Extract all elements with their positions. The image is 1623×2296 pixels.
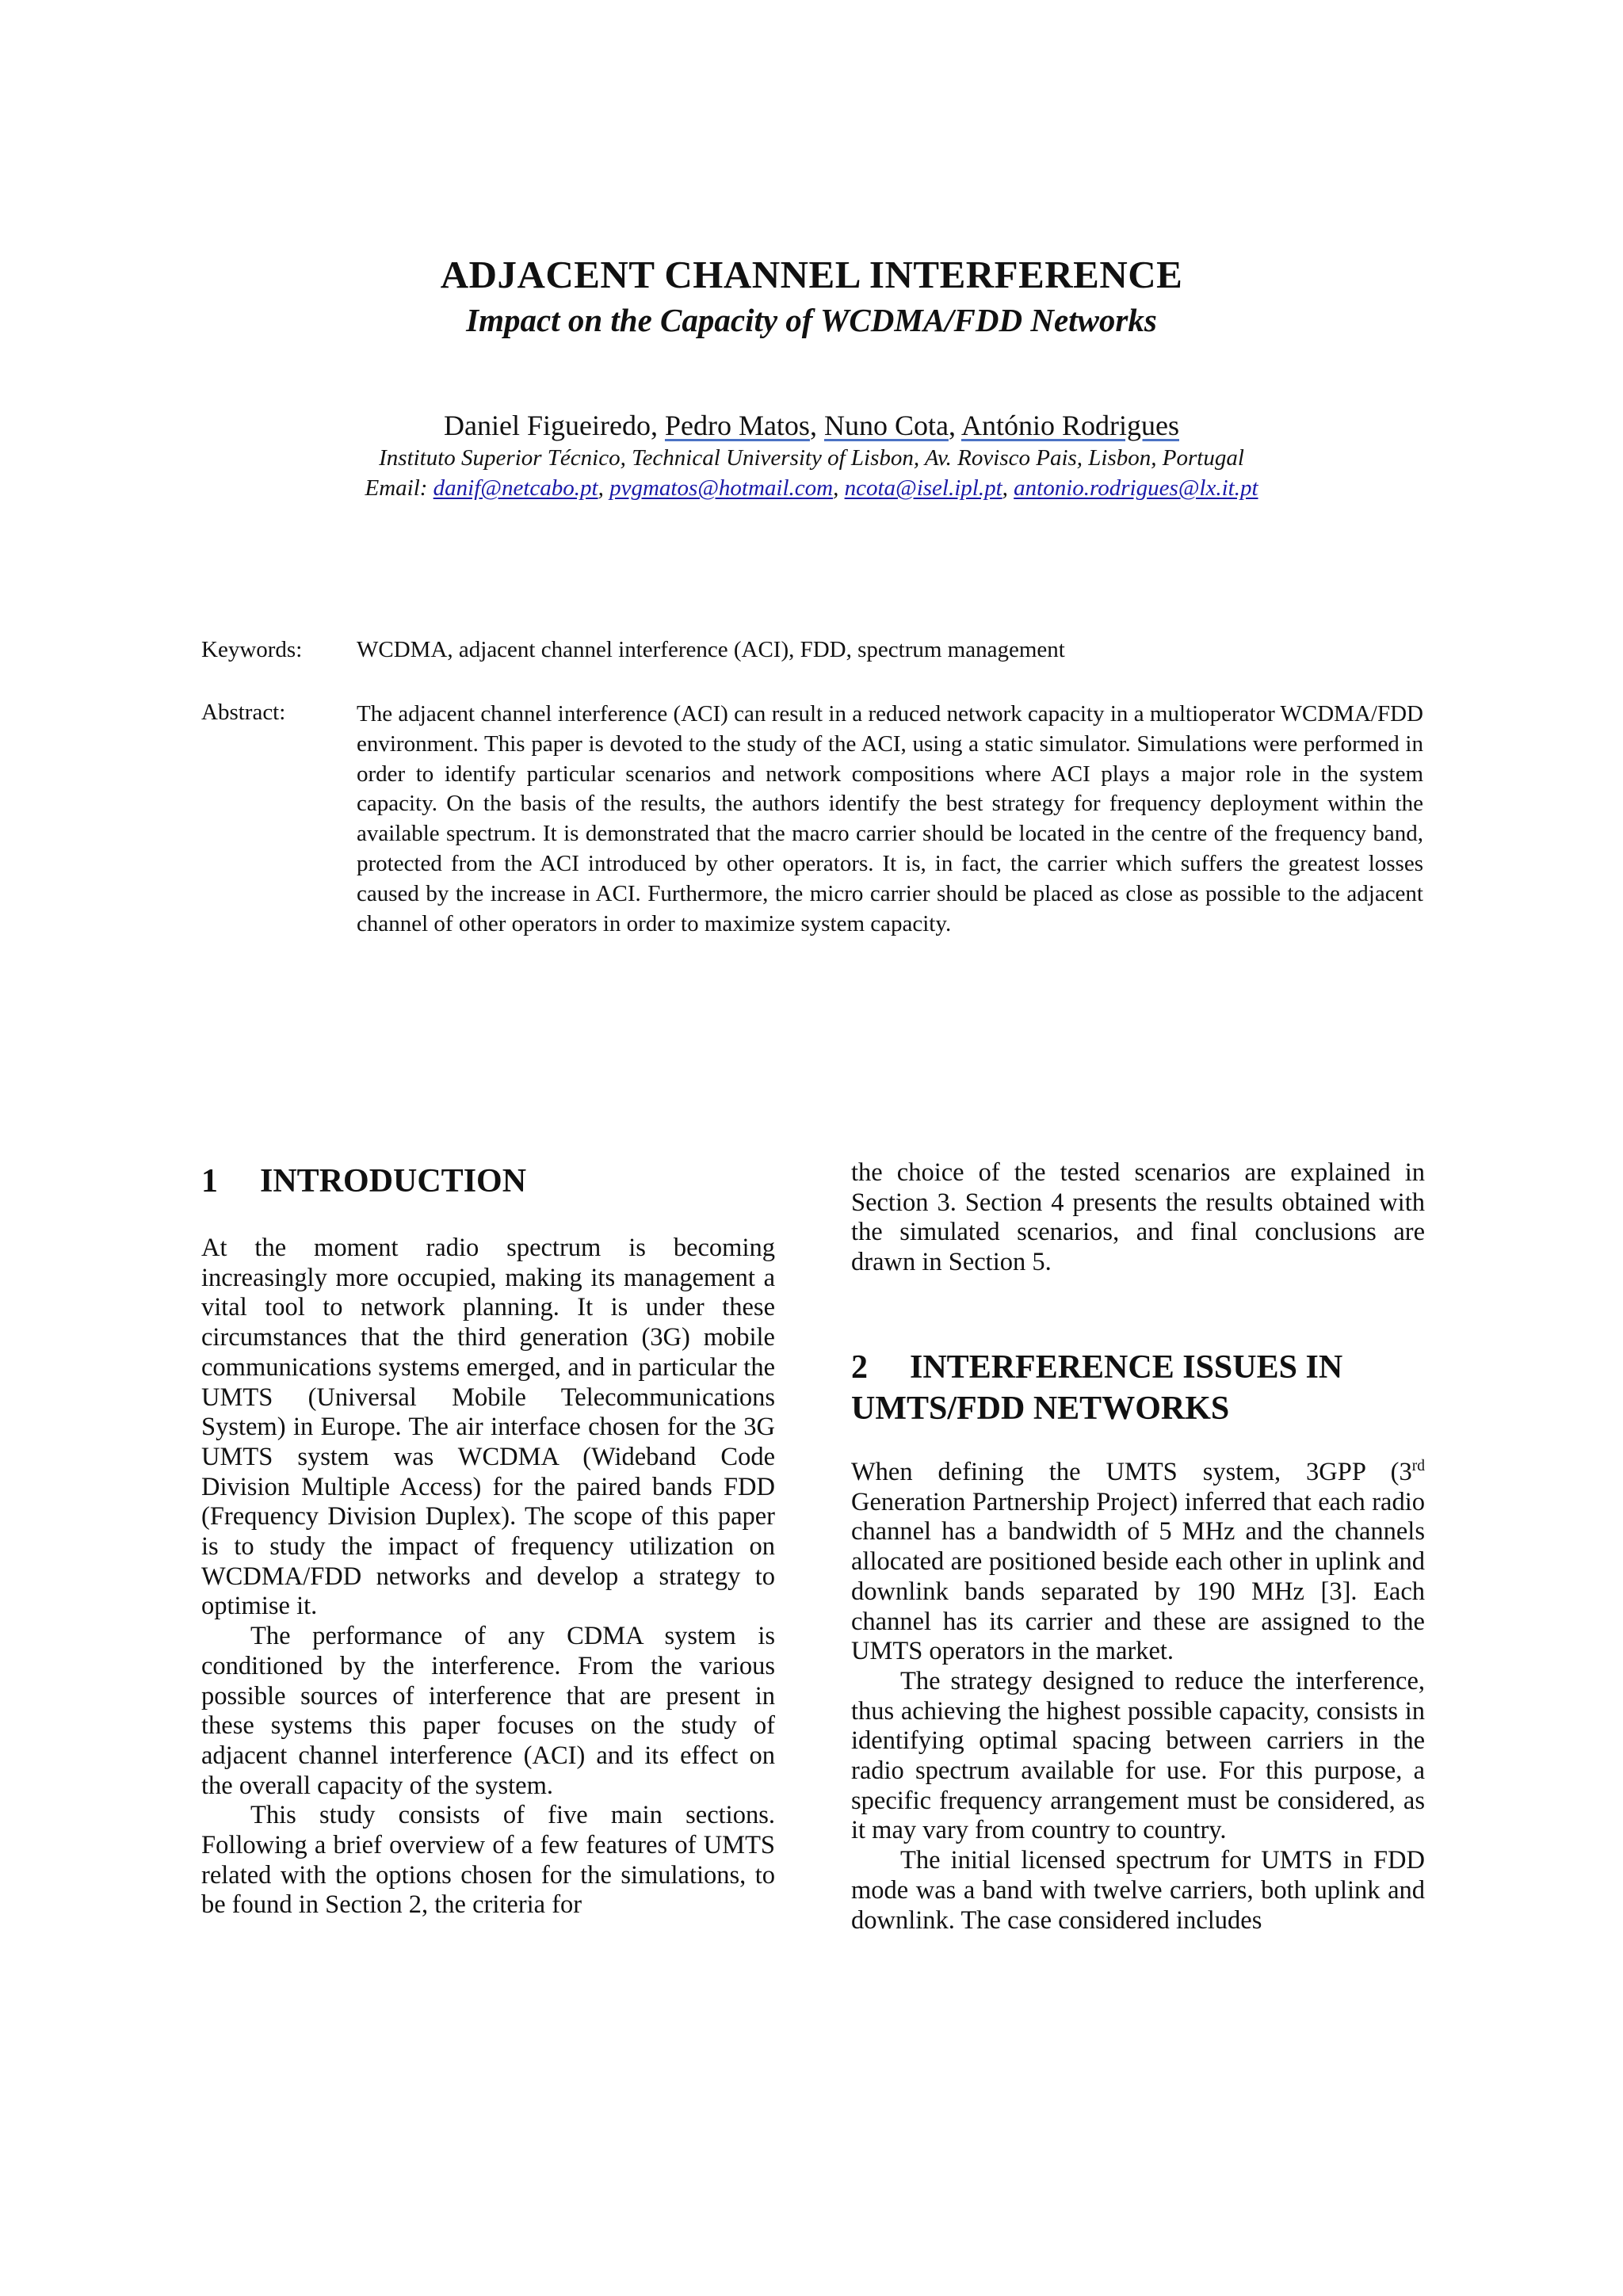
right-column-continuation	[851, 1158, 1425, 1278]
paragraph: When defining the UMTS system, 3GPP (3rd Generation Partnership Project) inferred that each radio channel has a bandwidth of 5 MHz and the channels allocated are positioned beside each other in uplink and downlink bands separated by 190 MHz [3]. Each channel has its carrier and these are assigned to the UMTS operators in the market.	[851, 1458, 1425, 1666]
section-number: 1	[201, 1163, 218, 1199]
paper-subtitle: Impact on the Capacity of WCDMA/FDD Networks	[466, 302, 1157, 338]
paragraph: At the moment radio spectrum is becoming increasingly more occupied, making its management a vital tool to network planning. It is under these circumstances that the third generation (3G) mobile communications systems emerged, and in particular the UMTS (Universal Mobile Telecommunications System) in Europe. The air interface chosen for the 3G UMTS system was WCDMA (Wideband Code Division Multiple Access) for the paired bands FDD (Frequency Division Duplex). The scope of this paper is to study the impact of frequency utilization on WCDMA/FDD networks and develop a strategy to optimise it.	[201, 1234, 775, 1621]
section-heading	[851, 1347, 1342, 1429]
author-name: Daniel Figueiredo	[444, 410, 651, 441]
email-link[interactable]: ncota@isel.ipl.pt	[844, 475, 1002, 501]
paragraph: The performance of any CDMA system is conditioned by the interference. From the various possible sources of interference that are present in these systems this paper focuses on the study of adjacent channel interference (ACI) and its effect on the overall capacity of the system.	[201, 1622, 775, 1800]
paragraph: This study consists of five main sections. Following a brief overview of a few features of UMTS related with the options chosen for the simulations, to be found in Section 2, the criteria for	[201, 1801, 775, 1920]
keywords-label: Keywords:	[201, 637, 303, 662]
author-name: Pedro Matos	[664, 410, 810, 441]
left-column	[201, 1234, 775, 1920]
email-label: Email:	[365, 475, 433, 501]
section-number: 2	[851, 1349, 868, 1386]
author-name: Nuno Cota	[823, 410, 949, 441]
section-title: INTERFERENCE ISSUES IN	[910, 1349, 1343, 1386]
email-link[interactable]: pvgmatos@hotmail.com	[609, 475, 834, 501]
author-affiliation: Instituto Superior Técnico, Technical University of Lisbon, Av. Rovisco Pais, Lisbon, Portugal	[379, 445, 1244, 471]
paper-title: ADJACENT CHANNEL INTERFERENCE	[440, 253, 1183, 296]
author-list: Daniel Figueiredo, Pedro Matos, Nuno Cota, António Rodrigues	[444, 410, 1179, 441]
section-title: INTRODUCTION	[260, 1163, 527, 1199]
keywords-text: WCDMA, adjacent channel interference (ACI), FDD, spectrum management	[357, 637, 1065, 662]
abstract-label: Abstract:	[201, 700, 286, 725]
author-name: António Rodrigues	[960, 410, 1179, 441]
email-line: Email: danif@netcabo.pt, pvgmatos@hotmail.com, ncota@isel.ipl.pt, antonio.rodrigues@lx.it.pt	[365, 475, 1258, 501]
paragraph: The initial licensed spectrum for UMTS in FDD mode was a band with twelve carriers, both uplink and downlink. The case considered includes	[851, 1846, 1425, 1935]
paragraph: The strategy designed to reduce the interference, thus achieving the highest possible capacity, consists in identifying optimal spacing between carriers in the radio spectrum available for use. For this purpose, a specific frequency arrangement must be considered, as it may vary from country to country.	[851, 1666, 1425, 1845]
paragraph: the choice of the tested scenarios are explained in Section 3. Section 4 presents the results obtained with the simulated scenarios, and final conclusions are drawn in Section 5.	[851, 1158, 1425, 1277]
abstract-text: The adjacent channel interference (ACI) can result in a reduced network capacity in a multioperator WCDMA/FDD environment. This paper is devoted to the study of the ACI, using a static simulator. Simulations were performed in order to identify particular scenarios and network compositions where ACI plays a major role in the system capacity. On the basis of the results, the authors identify the best strategy for frequency deployment within the available spectrum. It is demonstrated that the macro carrier should be located in the centre of the frequency band, protected from the ACI introduced by other operators. It is, in fact, the carrier which suffers the greatest losses caused by the increase in ACI. Furthermore, the micro carrier should be placed as close as possible to the adjacent channel of other operators in order to maximize system capacity.	[357, 701, 1423, 936]
email-link[interactable]: antonio.rodrigues@lx.it.pt	[1014, 475, 1258, 501]
right-column	[851, 1458, 1425, 1936]
section-heading	[201, 1161, 526, 1202]
section-title-line2: UMTS/FDD NETWORKS	[851, 1390, 1230, 1427]
email-link[interactable]: danif@netcabo.pt	[433, 475, 598, 501]
